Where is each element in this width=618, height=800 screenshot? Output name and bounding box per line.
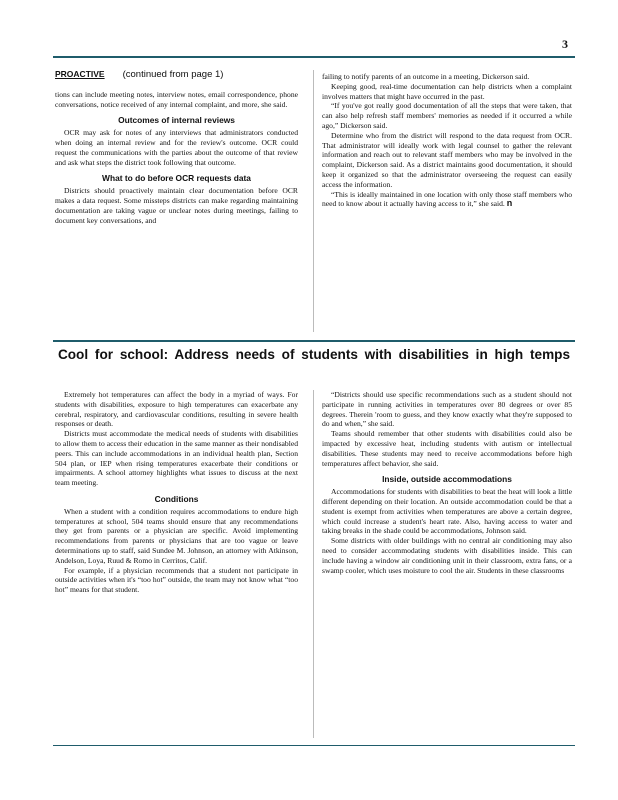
end-mark: n	[506, 198, 513, 209]
column-divider	[313, 70, 314, 332]
top-rule	[53, 56, 575, 58]
section-name: PROACTIVE	[55, 69, 105, 79]
cool-right-column	[322, 390, 572, 575]
paragraph: tions can include meeting notes, interview notes, email correspondence, phone conversations, notice received of any internal complaint, and more, she said.	[55, 89, 298, 109]
paragraph: failing to notify parents of an outcome in a meeting, Dickerson said.	[322, 72, 530, 81]
paragraph: Some districts with older buildings with no central air conditioning may also need to consider accommodating students with disabilities inside. This can include having a window air conditioning unit in their classroom, extra fans, or a swamp cooler, which uses moisture to cool the air. Students in these classrooms	[322, 536, 572, 575]
subheading: What to do before OCR requests data	[102, 173, 251, 184]
proactive-left-column	[55, 70, 298, 225]
paragraph: Determine who from the district will respond to the data request from OCR. That administrator will ideally work with legal counsel to gather the relevant information and reach out to relevant staff members who may be involved in the complaint, Dickerson said. As a district maintains good documentation, it should keep it organized so that the administrator overseeing the request can easily access the information.	[322, 130, 572, 189]
paragraph-text: “This is ideally maintained in one location with only those staff members who need to know about it actually having access to it,” she said.	[322, 189, 572, 209]
page-number: 3	[562, 37, 568, 51]
paragraph: “If you've got really good documentation of all the steps that were taken, that can also help refresh staff members' memories as needed if it occurred a while ago,” Dickerson said.	[322, 101, 572, 130]
article-kicker	[55, 70, 298, 80]
section-rule	[53, 340, 575, 342]
article-headline: Cool for school: Address needs of students with disabilities in high temps	[57, 347, 571, 362]
paragraph: Districts must accommodate the medical needs of students with disabilities to allow them to access their education in the same manner as their nondisabled peers. This can include accommodations in an individual health plan, Section 504 plan, or IEP when rising temperatures exacerbate their conditions or impairments. A school attorney highlights what issues to discuss at the next team meeting.	[55, 429, 298, 488]
continued-note: (continued from page 1)	[122, 69, 224, 80]
subheading: Outcomes of internal reviews	[118, 115, 235, 126]
cool-left-column	[55, 390, 298, 595]
paragraph: Keeping good, real-time documentation can help districts when a complaint involves matters that might have occurred in the past.	[322, 81, 572, 101]
column-divider	[313, 390, 314, 738]
bottom-rule	[53, 745, 575, 746]
subheading: Conditions	[154, 493, 199, 504]
paragraph: When a student with a condition requires accommodations to endure high temperatures at school, 504 teams should ensure that any recommendations they get from parents or a physician are specific. Avoid implementing recommendations from parents or physicians that are too vague or leave determinations up to staff, said Sundee M. Johnson, an attorney with Atkinson, Andelson, Loya, Ruud & Romo in Cerritos, Calif.	[55, 506, 298, 565]
paragraph: Teams should remember that other students with disabilities could also be impacted by excessive heat, including students with autism or intellectual disabilities. These students may need to receive accommodations before high temperatures affect behavior, she said.	[322, 429, 572, 468]
paragraph: Districts should proactively maintain clear documentation before OCR makes a data request. Some missteps districts can make regarding maintaining documentation are taking vague or unclear notes during meetings, failing to document key conversations, and	[55, 186, 298, 225]
proactive-right-column	[322, 72, 572, 209]
paragraph: Accommodations for students with disabilities to beat the heat will look a little different depending on their location. An outside accommodation could be that a student is exempt from activities when temperatures are above a certain degree, which could increase a student's heart rate. Also, having access to water and taking breaks in the shade could be accommodations, Johnson said.	[322, 487, 572, 536]
subheading: Inside, outside accommodations	[382, 474, 512, 485]
paragraph	[322, 190, 572, 210]
paragraph: OCR may ask for notes of any interviews that administrators conducted when doing an internal review and for the review's outcome. OCR could request the communications with the parties about the outcome of that review and ask what steps the district took following that outcome.	[55, 128, 298, 167]
paragraph: “Districts should use specific recommendations such as a student should not participate in running activities in temperatures over 80 degrees or over 85 degrees. Therein 'room to guess, and they know exactly what they're supposed to do and when,” she said.	[322, 390, 572, 429]
paragraph: Extremely hot temperatures can affect the body in a myriad of ways. For students with disabilities, exposure to high temperatures can exacerbate any cerebral, respiratory, and cardiovascular conditions, resulting in severe health responses or death.	[55, 390, 298, 429]
paragraph: For example, if a physician recommends that a student not participate in outside activities when it's “too hot” outside, the team may not know what “too hot” means for that student.	[55, 565, 298, 595]
